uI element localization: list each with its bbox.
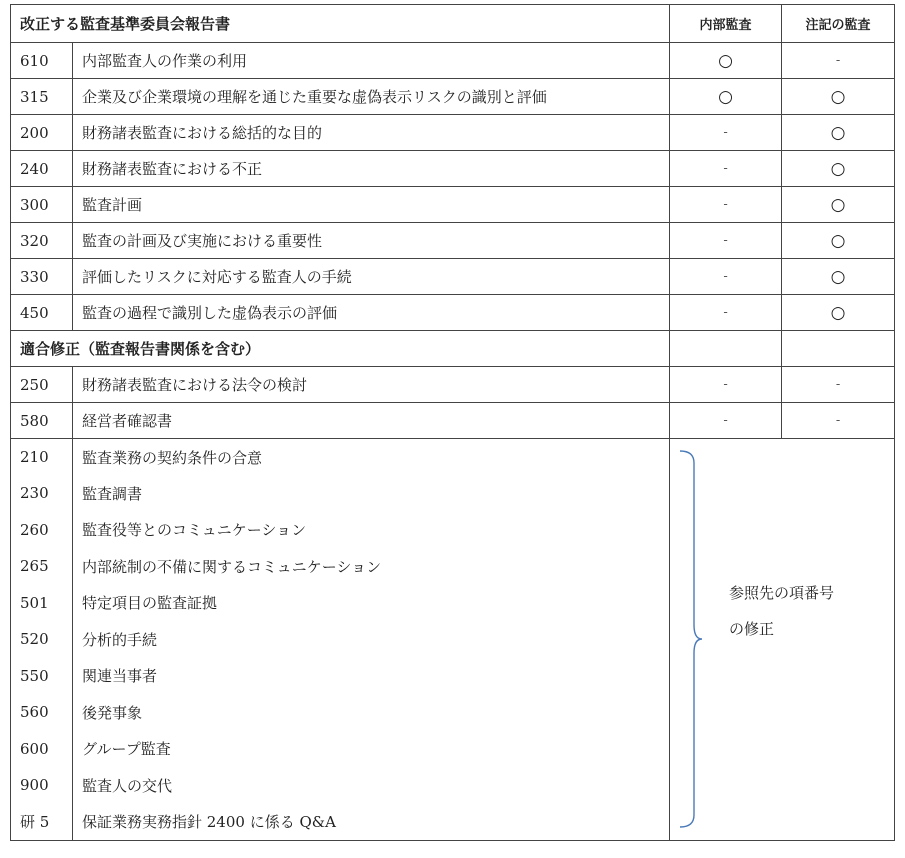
row-number: 265 [11, 548, 73, 585]
table-row [11, 439, 895, 476]
internal-audit-mark: ○ [670, 79, 782, 115]
row-title: 監査調書 [73, 475, 670, 512]
table-row [11, 79, 895, 115]
row-title: グループ監査 [73, 731, 670, 768]
table-row [11, 223, 895, 259]
row-number: 450 [11, 295, 73, 331]
note-audit-mark: - [782, 43, 895, 79]
row-title: 内部監査人の作業の利用 [73, 43, 670, 79]
header-row [11, 5, 895, 43]
row-number: 320 [11, 223, 73, 259]
internal-audit-mark: - [670, 259, 782, 295]
row-number: 560 [11, 694, 73, 731]
internal-audit-mark: - [670, 187, 782, 223]
row-title: 企業及び企業環境の理解を通じた重要な虚偽表示リスクの識別と評価 [73, 79, 670, 115]
row-number: 230 [11, 475, 73, 512]
standards-table [10, 4, 895, 841]
row-number: 580 [11, 403, 73, 439]
row-title: 財務諸表監査における総括的な目的 [73, 115, 670, 151]
table-row [11, 115, 895, 151]
row-title: 監査役等とのコミュニケーション [73, 512, 670, 549]
row-title: 内部統制の不備に関するコミュニケーション [73, 548, 670, 585]
row-number: 610 [11, 43, 73, 79]
row-title: 監査の過程で識別した虚偽表示の評価 [73, 295, 670, 331]
group-note-line1: 参照先の項番号 [729, 584, 835, 602]
note-audit-mark: ○ [782, 151, 895, 187]
row-number: 600 [11, 731, 73, 768]
row-title: 関連当事者 [73, 658, 670, 695]
table-row [11, 43, 895, 79]
row-number: 550 [11, 658, 73, 695]
row-number: 330 [11, 259, 73, 295]
note-audit-mark: ○ [782, 295, 895, 331]
header-internal-audit: 内部監査 [670, 5, 782, 43]
row-title: 分析的手続 [73, 621, 670, 658]
row-title: 監査人の交代 [73, 767, 670, 804]
group-note [729, 575, 834, 647]
row-title: 後発事象 [73, 694, 670, 731]
header-title: 改正する監査基準委員会報告書 [11, 5, 670, 43]
internal-audit-mark: - [670, 367, 782, 403]
note-audit-mark: ○ [782, 259, 895, 295]
section-title: 適合修正（監査報告書関係を含む） [11, 331, 670, 367]
row-number: 210 [11, 439, 73, 476]
internal-audit-mark: ○ [670, 43, 782, 79]
internal-audit-mark: - [670, 151, 782, 187]
row-number: 260 [11, 512, 73, 549]
note-audit-mark: ○ [782, 223, 895, 259]
row-number: 240 [11, 151, 73, 187]
table-row [11, 403, 895, 439]
row-number: 200 [11, 115, 73, 151]
row-number: 501 [11, 585, 73, 622]
table-row [11, 367, 895, 403]
note-audit-mark: ○ [782, 187, 895, 223]
group-note-line2: の修正 [729, 620, 775, 638]
table-row [11, 151, 895, 187]
note-audit-mark: ○ [782, 79, 895, 115]
internal-audit-mark: - [670, 115, 782, 151]
note-audit-mark: - [782, 403, 895, 439]
right-brace-icon [678, 449, 704, 829]
header-note-audit: 注記の監査 [782, 5, 895, 43]
row-title: 財務諸表監査における法令の検討 [73, 367, 670, 403]
table-row [11, 295, 895, 331]
row-number: 250 [11, 367, 73, 403]
row-title: 財務諸表監査における不正 [73, 151, 670, 187]
table-row [11, 187, 895, 223]
row-title: 経営者確認書 [73, 403, 670, 439]
section-header-row [11, 331, 895, 367]
row-title: 監査計画 [73, 187, 670, 223]
row-title: 特定項目の監査証拠 [73, 585, 670, 622]
empty-cell [782, 331, 895, 367]
row-title: 保証業務実務指針 2400 に係る Q&A [73, 804, 670, 841]
note-audit-mark: - [782, 367, 895, 403]
internal-audit-mark: - [670, 403, 782, 439]
row-title: 監査の計画及び実施における重要性 [73, 223, 670, 259]
row-number: 520 [11, 621, 73, 658]
row-number: 300 [11, 187, 73, 223]
row-number: 900 [11, 767, 73, 804]
empty-cell [670, 331, 782, 367]
table-row [11, 259, 895, 295]
row-title: 評価したリスクに対応する監査人の手続 [73, 259, 670, 295]
row-title: 監査業務の契約条件の合意 [73, 439, 670, 476]
row-number: 研 5 [11, 804, 73, 841]
internal-audit-mark: - [670, 295, 782, 331]
note-audit-mark: ○ [782, 115, 895, 151]
group-note-cell [670, 439, 895, 841]
internal-audit-mark: - [670, 223, 782, 259]
row-number: 315 [11, 79, 73, 115]
